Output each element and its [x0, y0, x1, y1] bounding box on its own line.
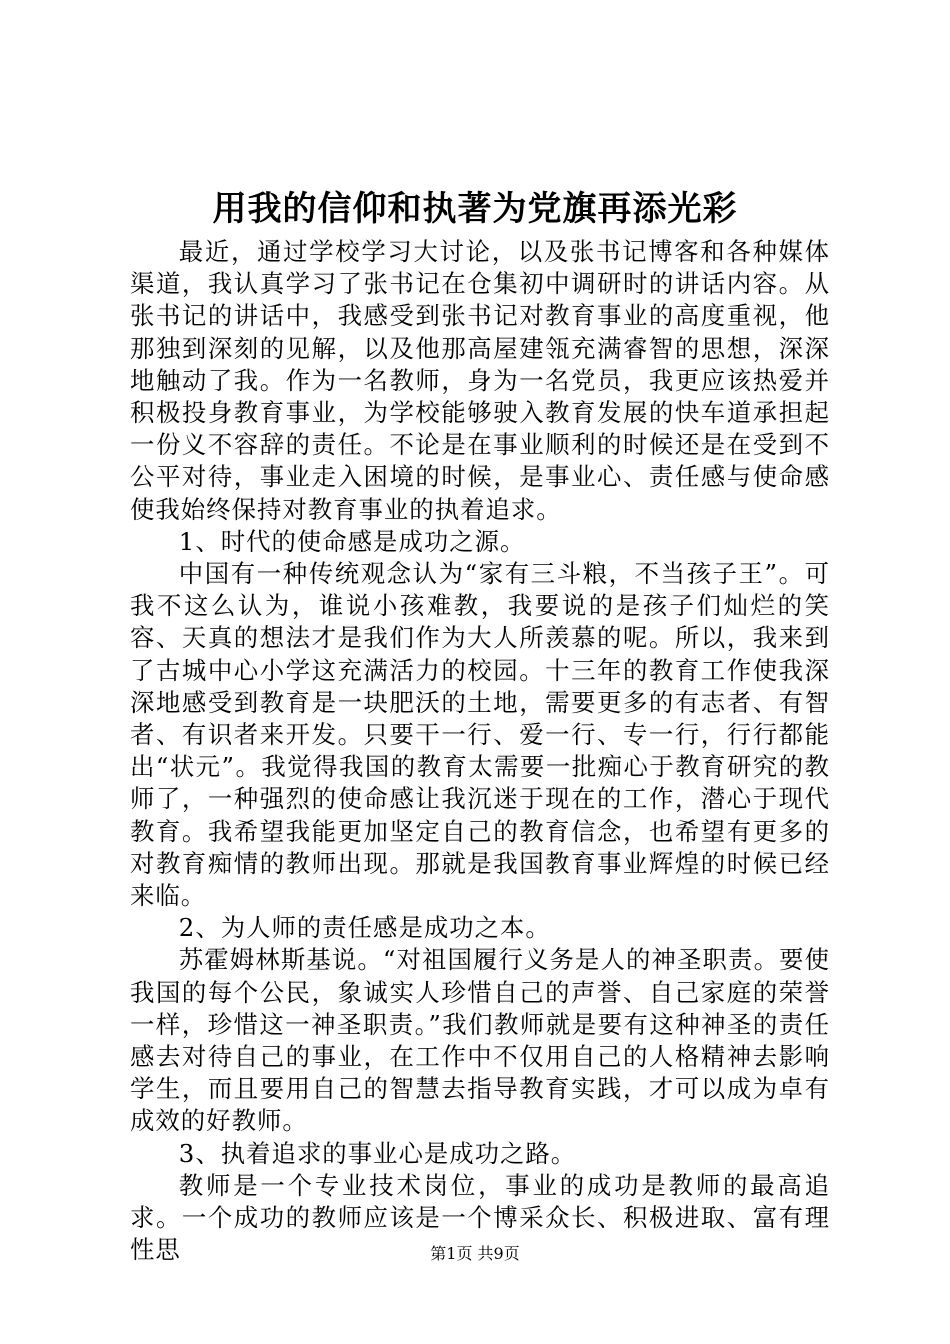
- document-title: 用我的信仰和执著为党旗再添光彩: [212, 189, 738, 229]
- page-footer: 第1页 共9页: [430, 1244, 520, 1263]
- section-heading: 2、为人师的责任感是成功之本。: [178, 913, 551, 943]
- paragraph: 中国有一种传统观念认为“家有三斗粮，不当孩子王”。可我不这么认为，谁说小孩难教，我要说的是孩子们灿烂的笑容、天真的想法才是我们作为大人所羡慕的呢。所以，我来到了古城中心小学这充满活力的校园。十三年的教育工作使我深深地感受到教育是一块肥沃的土地，需要更多的有志者、有智者、有识者来开发。只要干一行、爱一行、专一行，行行都能出“状元”。我觉得我国的教育太需要一批痴心于教育研究的教师了，一种强烈的使命感让我沉迷于现在的工作，潜心于现代教育。我希望我能更加坚定自己的教育信念，也希望有更多的对教育痴情的教师出现。那就是我国教育事业辉煌的时候已经来临。: [130, 559, 830, 911]
- section-heading: 1、时代的使命感是成功之源。: [178, 526, 526, 556]
- paragraph: 教师是一个专业技术岗位，事业的成功是教师的最高追求。一个成功的教师应该是一个博采众长、积极进取、富有理性思: [130, 1170, 830, 1265]
- paragraph: 最近，通过学校学习大讨论，以及张书记博客和各种媒体渠道，我认真学习了张书记在仓集初中调研时的讲话内容。从张书记的讲话中，我感受到张书记对教育事业的高度重视，他那独到深刻的见解，以及他那高屋建瓴充满睿智的思想，深深地触动了我。作为一名教师，身为一名党员，我更应该热爱并积极投身教育事业，为学校能够驶入教育发展的快车道承担起一份义不容辞的责任。不论是在事业顺利的时候还是在受到不公平对待，事业走入困境的时候，是事业心、责任感与使命感使我始终保持对教育事业的执着追求。: [130, 237, 830, 524]
- section-heading: 3、执着追求的事业心是成功之路。: [178, 1138, 577, 1168]
- paragraph: 苏霍姆林斯基说。“对祖国履行义务是人的神圣职责。要使我国的每个公民，象诚实人珍惜自己的声誉、自己家庭的荣誉一样，珍惜这一神圣职责。”我们教师就是要有这种神圣的责任感去对待自己的事业，在工作中不仅用自己的人格精神去影响学生，而且要用自己的智慧去指导教育实践，才可以成为卓有成效的好教师。: [130, 945, 830, 1136]
- document-body: [130, 236, 830, 1267]
